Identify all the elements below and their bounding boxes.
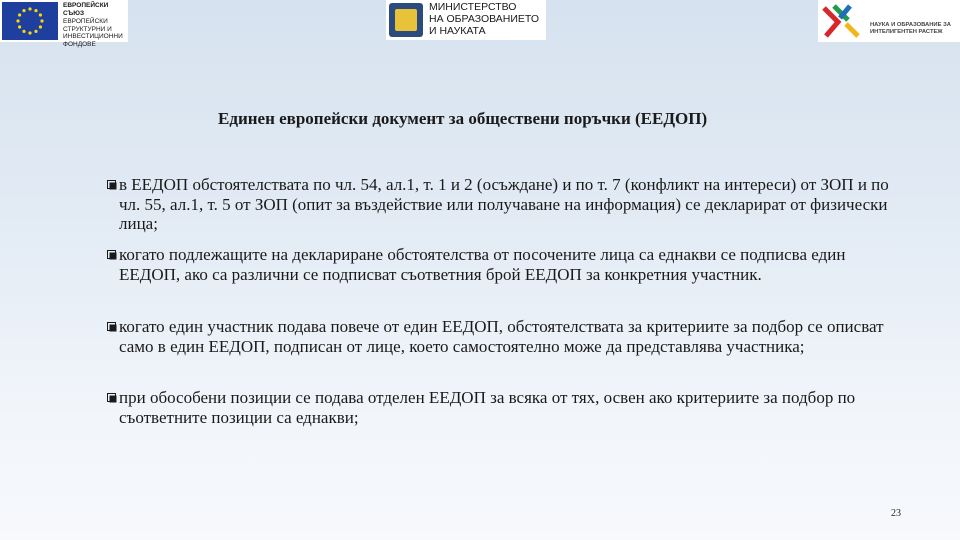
eu-logo — [0, 0, 128, 48]
ministry-line3: И НАУКАТА — [429, 25, 486, 37]
bullet-text: при обособени позиции се подава отделен ЕЕДОП за всяка от тях, освен ако критериите за подбор по съответните позиции са еднакви; — [119, 388, 856, 427]
checkbox-bullet-icon — [107, 393, 117, 403]
slide-title: Единен европейски документ за обществени поръчки (ЕЕДОП) — [218, 109, 708, 128]
bullet-text: в ЕЕДОП обстоятелствата по чл. 54, ал.1, т. 1 и 2 (осъждане) и по т. 7 (конфликт на интереси) от ЗОП и по чл. 55, ал.1, т. 5 от ЗОП (опит за въздействие или получаване на информация) се декларират от физически лица; — [119, 175, 889, 233]
checkbox-bullet-icon — [107, 250, 117, 260]
bullet-text: когато подлежащите на деклариране обстоятелства от посочените лица са еднакви се подписва един ЕЕДОП, ако са различни се подписват съответния брой ЕЕДОП за конкретния участник. — [119, 245, 846, 284]
program-logo — [818, 0, 960, 42]
program-logo-text — [870, 22, 951, 36]
eu-line2: ЕВРОПЕЙСКИ СТРУКТУРНИ И ИНВЕСТИЦИОННИ ФОНДОВЕ — [63, 18, 123, 48]
eu-logo-text — [63, 2, 127, 48]
program-mark-icon — [820, 2, 862, 40]
checkbox-bullet-icon — [107, 322, 117, 332]
ministry-line1: МИНИСТЕРСТВО — [429, 1, 517, 13]
logo-bar — [0, 0, 960, 48]
ministry-logo-text — [429, 1, 539, 37]
eu-flag-icon — [2, 2, 58, 40]
page-number: 23 — [891, 508, 901, 519]
eu-line1: ЕВРОПЕЙСКИ СЪЮЗ — [63, 2, 109, 17]
ministry-logo — [386, 0, 546, 40]
program-line1: НАУКА И ОБРАЗОВАНИЕ ЗА — [870, 22, 951, 28]
ministry-line2: НА ОБРАЗОВАНИЕТО — [429, 13, 540, 25]
bullet-item — [107, 175, 907, 234]
bullet-item — [107, 245, 907, 284]
program-line2: ИНТЕЛИГЕНТЕН РАСТЕЖ — [870, 28, 943, 35]
bullet-item — [107, 317, 907, 356]
checkbox-bullet-icon — [107, 180, 117, 190]
bullet-item — [107, 388, 907, 427]
bullet-text: когато един участник подава повече от един ЕЕДОП, обстоятелствата за критериите за подбор се описват само в един ЕЕДОП, подписан от лице, което самостоятелно може да представлява участника; — [119, 317, 884, 356]
ministry-emblem-icon — [389, 3, 423, 37]
